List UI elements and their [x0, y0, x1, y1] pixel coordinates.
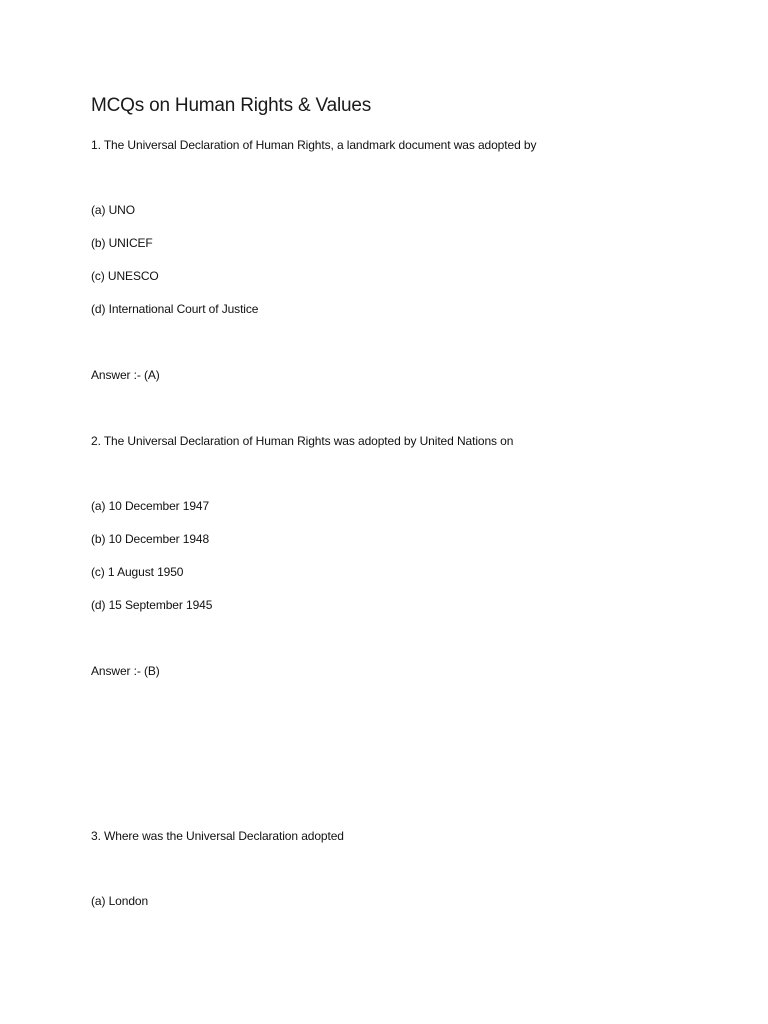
question-1-option-a: (a) UNO	[91, 203, 135, 217]
question-2-option-b: (b) 10 December 1948	[91, 532, 210, 546]
question-2-option-d: (d) 15 September 1945	[91, 598, 213, 612]
question-1-answer: Answer :- (A)	[91, 368, 160, 382]
question-1-option-b: (b) UNICEF	[91, 236, 153, 250]
question-2-option-a: (a) 10 December 1947	[91, 499, 210, 513]
question-2-text: 2. The Universal Declaration of Human Rights was adopted by United Nations on	[91, 434, 514, 448]
question-3-option-a: (a) London	[91, 894, 149, 908]
document-title: MCQs on Human Rights & Values	[91, 95, 372, 116]
question-2-answer: Answer :- (B)	[91, 664, 160, 678]
question-1-option-c: (c) UNESCO	[91, 269, 159, 283]
question-2-option-c: (c) 1 August 1950	[91, 565, 184, 579]
question-1-text: 1. The Universal Declaration of Human Rights, a landmark document was adopted by	[91, 138, 537, 152]
question-3-text: 3. Where was the Universal Declaration adopted	[91, 829, 344, 843]
question-1-option-d: (d) International Court of Justice	[91, 302, 259, 316]
